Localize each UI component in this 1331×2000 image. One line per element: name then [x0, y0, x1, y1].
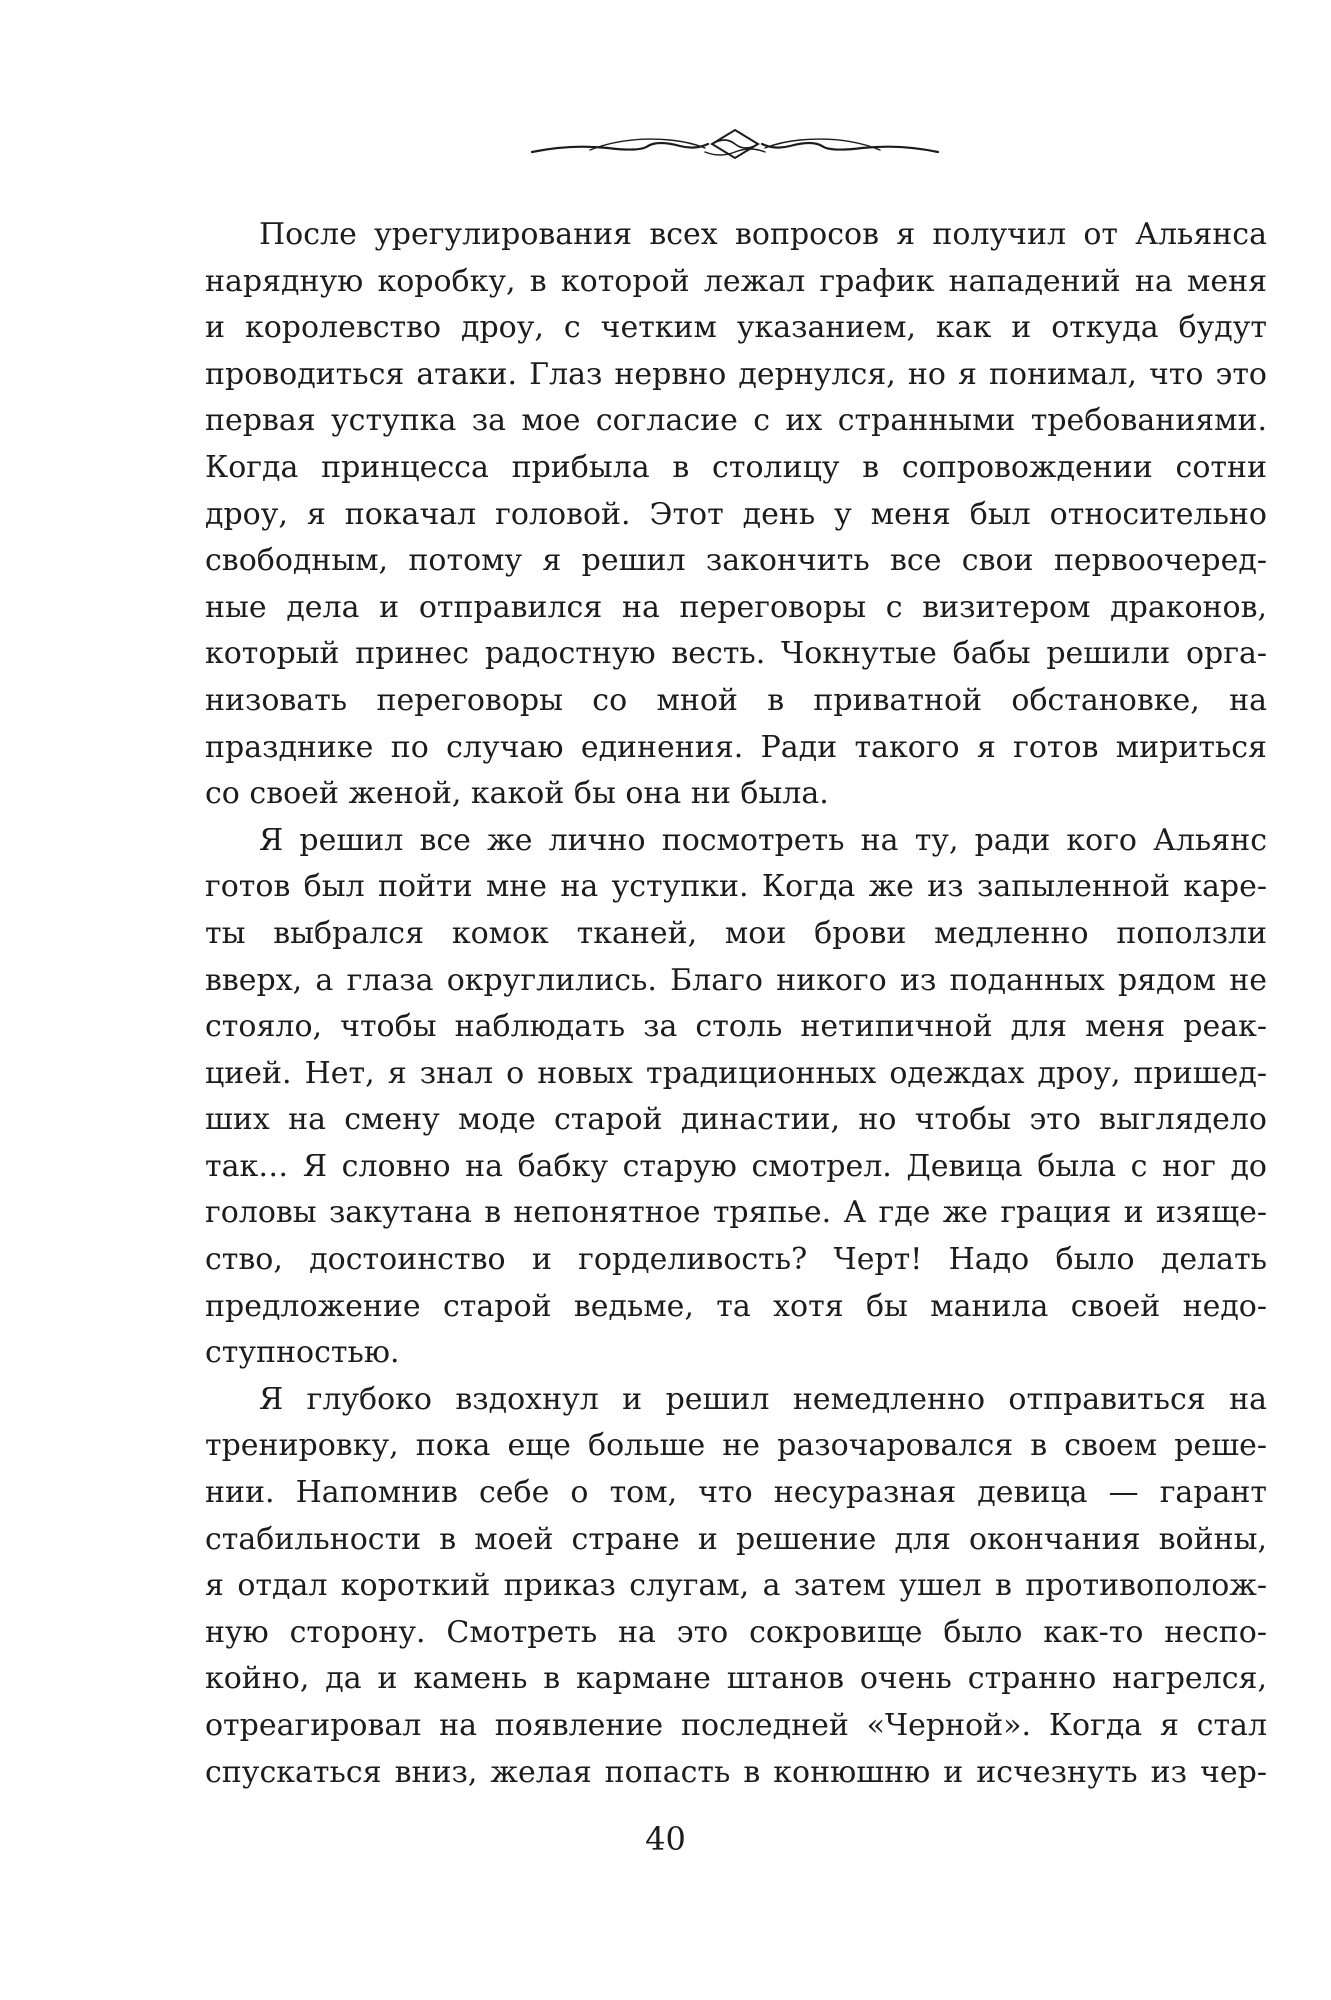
text-line: проводиться атаки. Глаз нервно дернулся, но я понимал, что это — [205, 356, 1267, 392]
page-number: 40 — [645, 1820, 686, 1858]
text-line: который принес радостную весть. Чокнутые бабы решили орга- — [205, 636, 1267, 672]
text-line: Когда принцесса прибыла в столицу в сопровождении сотни — [205, 449, 1267, 485]
text-line: нарядную коробку, в которой лежал график нападений на меня — [205, 263, 1267, 299]
text-line: я отдал короткий приказ слугам, а затем ушел в противополож- — [205, 1568, 1267, 1604]
text-line: нии. Напомнив себе о том, что несуразная девица — гарант — [205, 1475, 1267, 1511]
text-line: вверх, а глаза округлились. Благо никого из поданных рядом не — [205, 962, 1267, 998]
paragraph — [205, 1377, 1267, 1796]
text-line: головы закутана в непонятное тряпье. А где же грация и изяще- — [205, 1195, 1267, 1231]
paragraph — [205, 818, 1267, 1377]
text-line: и королевство дроу, с четким указанием, как и откуда будут — [205, 310, 1267, 346]
text-line: со своей женой, какой бы она ни была. — [205, 776, 829, 812]
text-line: койно, да и камень в кармане штанов очень странно нагрелся, — [205, 1661, 1267, 1697]
text-line: тренировку, пока еще больше не разочаровался в своем реше- — [205, 1428, 1267, 1464]
text-line: так… Я словно на бабку старую смотрел. Девица была с ног до — [205, 1148, 1267, 1184]
text-line: ные дела и отправился на переговоры с визитером драконов, — [205, 589, 1267, 625]
text-line: ную сторону. Смотреть на это сокровище было как-то неспо- — [205, 1614, 1267, 1650]
text-line: свободным, потому я решил закончить все свои первоочеред- — [205, 543, 1267, 579]
text-line: празднике по случаю единения. Ради такого я готов мириться — [205, 729, 1267, 765]
text-line: ты выбрался комок тканей, мои брови медленно поползли — [205, 915, 1267, 951]
text-line: цией. Нет, я знал о новых традиционных одеждах дроу, пришед- — [205, 1055, 1267, 1091]
text-line: первая уступка за мое согласие с их странными требованиями. — [205, 403, 1267, 439]
text-line: ступностью. — [205, 1335, 400, 1371]
text-line: дроу, я покачал головой. Этот день у меня был относительно — [205, 496, 1267, 532]
text-line: ство, достоинство и горделивость? Черт! Надо было делать — [205, 1242, 1267, 1278]
text-line: Я глубоко вздохнул и решил немедленно отправиться на — [259, 1381, 1267, 1417]
text-line: отреагировал на появление последней «Черной». Когда я стал — [205, 1708, 1267, 1743]
text-line: стояло, чтобы наблюдать за столь нетипичной для меня реак- — [205, 1009, 1267, 1045]
text-line: готов был пойти мне на уступки. Когда же из запыленной каре- — [205, 869, 1267, 905]
text-line: предложение старой ведьме, та хотя бы манила своей недо- — [205, 1288, 1267, 1324]
text-line: низовать переговоры со мной в приватной обстановке, на — [205, 682, 1267, 718]
text-line: стабильности в моей стране и решение для окончания войны, — [205, 1521, 1267, 1557]
text-line: После урегулирования всех вопросов я получил от Альянса — [259, 217, 1267, 252]
text-line: спускаться вниз, желая попасть в конюшню и исчезнуть из чер- — [205, 1754, 1267, 1790]
text-line: ших на смену моде старой династии, но чтобы это выглядело — [205, 1102, 1267, 1138]
body-text — [205, 212, 1267, 1796]
flourish-ornament-icon — [530, 122, 940, 168]
paragraph — [205, 212, 1267, 818]
text-line: Я решил все же лично посмотреть на ту, ради кого Альянс — [259, 822, 1267, 858]
